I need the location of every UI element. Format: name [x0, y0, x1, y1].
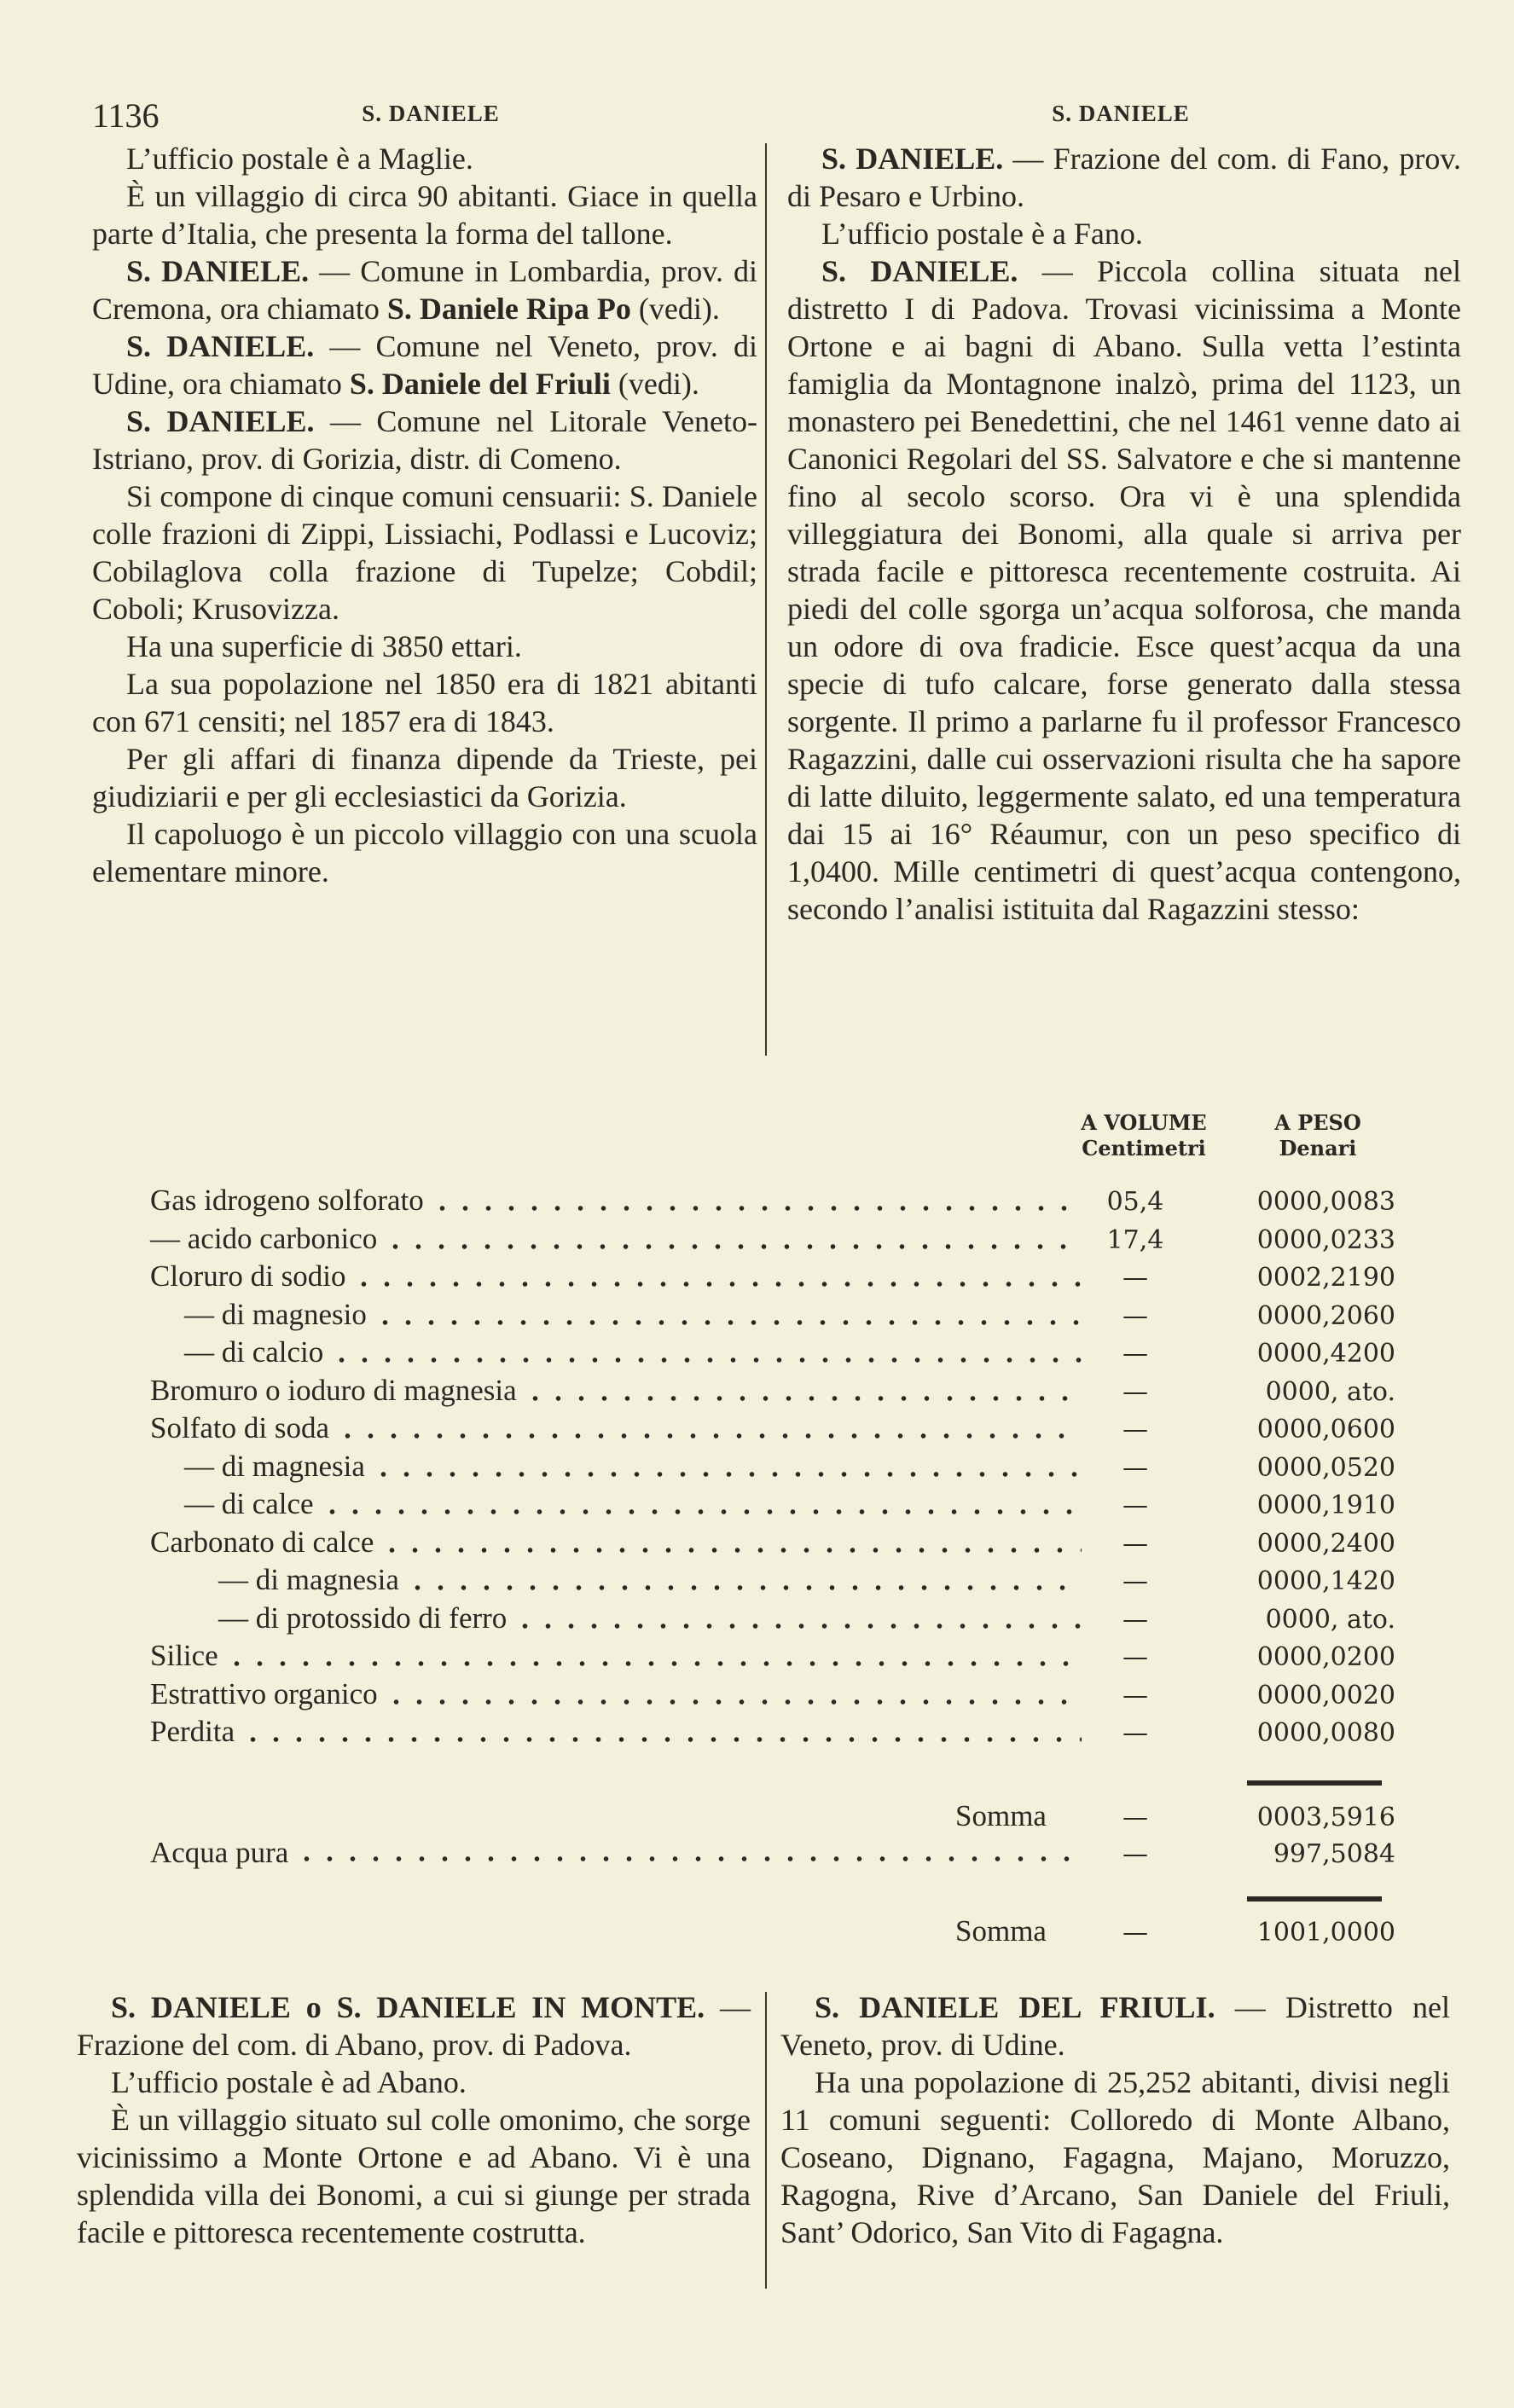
entry-del-friuli	[780, 1988, 1450, 2064]
row-label: Bromuro o ioduro di magnesia	[150, 1373, 517, 1407]
column-divider-bottom	[765, 1992, 767, 2289]
table-row	[150, 1374, 1395, 1412]
table-row	[150, 1639, 1395, 1677]
column-header-volume-unit: Centimetri	[1082, 1136, 1206, 1161]
running-title-right: S. DANIELE	[1052, 101, 1190, 126]
table-row	[150, 1259, 1395, 1298]
peso-value: 0000, ato.	[1265, 1604, 1395, 1635]
paragraph: L’ufficio postale è a Fano.	[821, 217, 1143, 251]
row-label: — di protossido di ferro	[218, 1601, 508, 1635]
volume-value: 05,4	[1106, 1187, 1164, 1217]
table-row	[150, 1335, 1395, 1374]
column-divider-top	[765, 143, 767, 1056]
dot-leader	[380, 1546, 1082, 1554]
entry-heading: S. DANIELE o S. DANIELE IN MONTE.	[111, 1990, 705, 2024]
peso-value: 0000, ato.	[1265, 1376, 1395, 1407]
cross-reference: S. Daniele del Friuli	[349, 367, 611, 401]
page-number: 1136	[92, 96, 160, 135]
table-row	[150, 1411, 1395, 1450]
entry-text: — Comune in Lombardia, prov. di Cremona, ora chiamato	[92, 254, 758, 326]
table-row	[150, 1601, 1395, 1640]
volume-value: —	[1122, 1718, 1148, 1748]
acqua-pura-row	[150, 1836, 1395, 1870]
left-column-bottom	[77, 1988, 751, 2251]
dot-leader	[384, 1242, 1082, 1251]
volume-value: —	[1122, 1604, 1148, 1635]
entry-fano	[787, 140, 1461, 215]
row-label: Solfato di soda	[150, 1411, 329, 1444]
peso-value: 0000,0020	[1256, 1680, 1395, 1710]
row-label: — di magnesia	[218, 1563, 399, 1596]
entry-collina	[787, 252, 1461, 928]
paragraph: Il capoluogo è un piccolo villaggio con una scuola elementare minore.	[92, 817, 757, 889]
peso-value: 0000,0520	[1256, 1452, 1395, 1483]
row-label: — di calce	[184, 1487, 314, 1520]
entry-heading: S. DANIELE.	[126, 254, 310, 288]
dot-leader	[241, 1735, 1082, 1744]
column-header-volume	[1059, 1110, 1229, 1161]
peso-value: 0000,0083	[1256, 1187, 1395, 1217]
paragraph: È un villaggio situato sul colle omonimo, che sorge vicinissimo a Monte Ortone e ad Abano. Vi è una splendida villa dei Bonomi, a cui si giunge per strada facile e pittoresca recentemente costrutta.	[77, 2103, 751, 2249]
dot-leader	[406, 1583, 1082, 1592]
analysis-table	[150, 1184, 1395, 1753]
entry-veneto	[92, 327, 757, 402]
sum-label: Somma	[955, 1799, 1047, 1832]
entry-heading: S. DANIELE.	[821, 142, 1004, 176]
table-row	[150, 1298, 1395, 1336]
row-label: Gas idrogeno solforato	[150, 1184, 424, 1217]
row-label: — acido carbonico	[150, 1221, 378, 1255]
entry-heading: S. DANIELE.	[126, 404, 315, 438]
paragraph: Ha una popolazione di 25,252 abitanti, divisi negli 11 comuni seguenti: Colloredo di Monte Albano, Coseano, Dignano, Fagagna, Majano, Moruzzo, Ragogna, Rive d’Arcano, San Daniele del Friuli, Sant’ Odorico, San Vito di Fagagna.	[780, 2065, 1450, 2249]
entry-heading: S. DANIELE.	[126, 329, 315, 363]
entry-text: — Distretto nel Veneto, prov. di Udine.	[780, 1990, 1450, 2062]
column-header-peso-unit: Denari	[1279, 1136, 1357, 1161]
volume-value: —	[1122, 1415, 1148, 1444]
dot-leader	[513, 1622, 1082, 1630]
row-label: — di magnesia	[184, 1449, 365, 1483]
volume-value: —	[1122, 1452, 1148, 1483]
row-label: Estrattivo organico	[150, 1676, 378, 1710]
volume-value: —	[1122, 1566, 1148, 1596]
paragraph: Si compone di cinque comuni censuarii: S. Daniele colle frazioni di Zippi, Lissiachi, Podlassi e Lucoviz; Cobilaglova colla frazione di Tupelze; Cobdil; Coboli; Krusovizza.	[92, 479, 757, 626]
acqua-value: 997,5084	[1273, 1839, 1395, 1869]
peso-value: 0000,2400	[1256, 1528, 1395, 1559]
peso-value: 0002,2190	[1256, 1263, 1395, 1293]
row-label: — di calcio	[184, 1335, 324, 1369]
row-label: Perdita	[150, 1715, 235, 1748]
row-label: Silice	[150, 1639, 218, 1672]
table-row	[150, 1184, 1395, 1222]
peso-value: 0000,1420	[1256, 1566, 1395, 1596]
entry-lombardia	[92, 252, 757, 327]
dot-leader	[385, 1698, 1082, 1706]
entry-text: — Frazione del com. di Abano, prov. di Padova.	[77, 1990, 751, 2062]
total-label: Somma	[955, 1914, 1047, 1948]
paragraph: È un villaggio di circa 90 abitanti. Giace in quella parte d’Italia, che presenta la forma del tallone.	[92, 179, 757, 251]
acqua-dash: —	[1122, 1839, 1148, 1869]
paragraph: Per gli affari di finanza dipende da Trieste, pei giudiziarii e per gli ecclesiastici da Gorizia.	[92, 742, 757, 813]
sum-dash: —	[1122, 1803, 1148, 1832]
peso-value: 0000,0233	[1256, 1224, 1395, 1255]
dot-leader	[225, 1659, 1082, 1668]
dot-leader	[352, 1280, 1082, 1288]
row-label: — di magnesio	[184, 1297, 367, 1331]
dot-leader	[431, 1204, 1082, 1213]
entry-text: — Comune nel Veneto, prov. di Udine, ora chiamato	[92, 329, 757, 401]
paragraph: L’ufficio postale è ad Abano.	[111, 2065, 467, 2099]
volume-value: —	[1122, 1300, 1148, 1331]
entry-text: — Piccola collina situata nel distretto I di Padova. Trovasi vicinissima a Monte Ortone e ai bagni di Abano. Sulla vetta l’estinta famiglia da Montagnone inalzò, prima del 1123, un monastero pei Benedettini, che nel 1461 venne dato ai Canonici Regolari del SS. Salvatore e che si mantenne fino al secolo scorso. Ora vi è una splendida villeggiatura dei Bonomi, alla quale si arriva per strada facile e pittoresca recentemente costruita. Ai piedi del colle sgorga un’acqua solforosa, che manda un odore di ova fradicie. Esce quest’acqua da una specie di tufo calcare, forse generato dalla stessa sorgente. Il primo a parlarne fu il professor Francesco Ragazzini, dalle cui osservazioni risulta che ha sapore di latte diluito, leggermente salato, ed una temperatura dai 15 ai 16° Réaumur, con un peso specifico di 1,0400. Mille centimetri di quest’acqua contengono, secondo l’analisi istituita dal Ragazzini stesso:	[787, 254, 1461, 926]
volume-value: —	[1122, 1263, 1148, 1293]
entry-text: (vedi).	[630, 292, 720, 326]
table-row	[150, 1677, 1395, 1716]
running-title-left: S. DANIELE	[362, 101, 500, 126]
total-row	[150, 1914, 1395, 1948]
row-label: Acqua pura	[150, 1836, 289, 1869]
column-header-peso	[1233, 1110, 1403, 1161]
dot-leader	[336, 1432, 1082, 1440]
paragraph: L’ufficio postale è a Maglie.	[126, 142, 473, 176]
peso-value: 0000,2060	[1256, 1300, 1395, 1331]
dot-leader	[524, 1394, 1082, 1403]
table-row	[150, 1563, 1395, 1601]
total-value: 1001,0000	[1256, 1918, 1395, 1948]
row-label: Carbonato di calce	[150, 1525, 374, 1559]
total-dash: —	[1122, 1918, 1148, 1948]
entry-litorale	[92, 402, 757, 478]
dot-leader	[374, 1318, 1082, 1327]
table-row	[150, 1222, 1395, 1260]
left-column-top	[92, 140, 757, 890]
volume-value: —	[1122, 1491, 1148, 1520]
peso-value: 0000,4200	[1256, 1339, 1395, 1369]
paragraph: La sua popolazione nel 1850 era di 1821 abitanti con 671 censiti; nel 1857 era di 1843.	[92, 667, 757, 738]
cross-reference: S. Daniele Ripa Po	[386, 292, 631, 326]
volume-value: —	[1122, 1376, 1148, 1407]
entry-heading: S. DANIELE.	[821, 254, 1018, 288]
sum-value: 0003,5916	[1256, 1803, 1395, 1832]
entry-text: — Frazione del com. di Fano, prov. di Pesaro e Urbino.	[787, 142, 1461, 213]
table-row	[150, 1450, 1395, 1488]
entry-text: — Comune nel Litorale Veneto-Istriano, prov. di Gorizia, distr. di Comeno.	[92, 404, 757, 476]
table-row	[150, 1487, 1395, 1525]
table-row	[150, 1525, 1395, 1564]
dot-leader	[372, 1470, 1082, 1479]
paragraph: Ha una superficie di 3850 ettari.	[126, 629, 522, 663]
entry-in-monte	[77, 1988, 751, 2064]
volume-value: —	[1122, 1528, 1148, 1559]
sum-rule	[1247, 1780, 1382, 1786]
dot-leader	[295, 1855, 1082, 1863]
peso-value: 0000,1910	[1256, 1491, 1395, 1520]
peso-value: 0000,0200	[1256, 1642, 1395, 1672]
volume-value: 17,4	[1106, 1224, 1164, 1255]
dot-leader	[321, 1508, 1082, 1516]
table-row	[150, 1715, 1395, 1753]
dot-leader	[330, 1356, 1082, 1364]
column-header-peso-title: A PESO	[1274, 1110, 1361, 1135]
right-column-bottom	[780, 1988, 1450, 2251]
peso-value: 0000,0600	[1256, 1415, 1395, 1444]
right-column-top	[787, 140, 1461, 928]
sum-row	[150, 1799, 1395, 1833]
volume-value: —	[1122, 1339, 1148, 1369]
column-header-volume-title: A VOLUME	[1081, 1110, 1207, 1135]
peso-value: 0000,0080	[1256, 1718, 1395, 1748]
volume-value: —	[1122, 1642, 1148, 1672]
row-label: Cloruro di sodio	[150, 1259, 346, 1293]
volume-value: —	[1122, 1680, 1148, 1710]
total-rule	[1247, 1896, 1382, 1902]
entry-heading: S. DANIELE DEL FRIULI.	[815, 1990, 1215, 2024]
entry-text: (vedi).	[610, 367, 699, 401]
